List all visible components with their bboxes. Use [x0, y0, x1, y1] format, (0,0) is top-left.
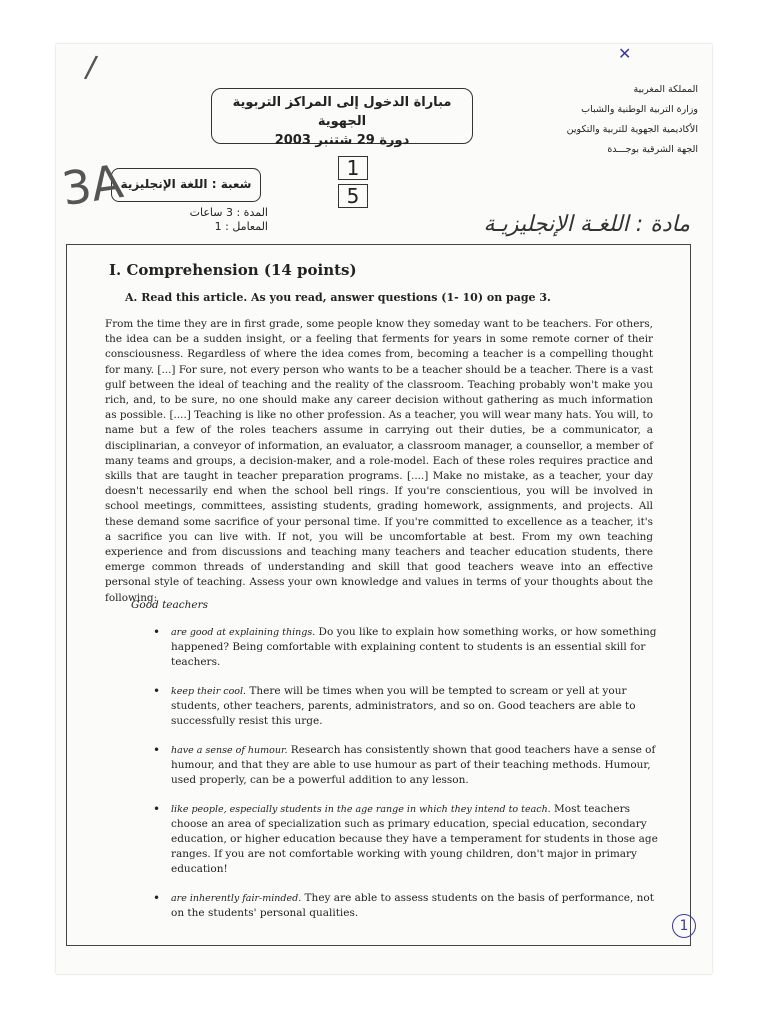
ministry-line: الجهة الشرقية بوجـــدة: [607, 144, 698, 155]
exam-title-box: [211, 88, 473, 148]
page-counter: [338, 156, 368, 206]
coefficient: المعامل : 1: [214, 220, 268, 233]
pen-stroke-icon: /: [83, 49, 100, 86]
list-item: [171, 802, 659, 877]
list-item: [171, 684, 659, 729]
ministry-header: [528, 80, 698, 160]
subject-title: مادة : اللغـة الإنجليزيـة: [483, 212, 690, 237]
good-teachers-list: [171, 625, 659, 935]
bullet-lead: keep their cool.: [171, 686, 247, 697]
bullet-lead: are good at explaining things.: [171, 627, 316, 638]
page-number: 1: [338, 156, 368, 180]
ministry-line: وزارة التربية الوطنية والشباب: [581, 104, 698, 115]
bullet-text: Research has consistently shown that good teachers have a sense of humour, and that they are able to use humour as part of their teaching methods. Humour, used properly, can be a powerful addition to any lesson.: [171, 744, 656, 786]
bullet-text: There will be times when you will be tempted to scream or yell at your students, other teachers, parents, administrators, and so on. Good teachers are able to successfully resist this urge.: [171, 685, 636, 727]
page-total: 5: [338, 184, 368, 208]
exam-session: دورة 29 شتنبر 2003: [274, 133, 410, 148]
handwritten-mark: 3A: [58, 154, 127, 216]
bullet-text: Do you like to explain how something works, or how something happened? Being comfortable with explaining content to students is an essential skill for teachers.: [171, 626, 657, 668]
scribble-icon: ✕: [618, 44, 632, 63]
list-item: [171, 743, 659, 788]
comprehension-frame: [66, 244, 691, 946]
list-item: [171, 625, 659, 670]
bullet-lead: like people, especially students in the age range in which they intend to teach.: [171, 804, 551, 815]
exam-title: مباراة الدخول إلى المراكز التربوية الجهوية: [232, 95, 452, 129]
bullet-text: Most teachers choose an area of specialization such as primary education, special education, secondary education, or higher education because they have a temperament for students in those age ranges. If you are not comfortable working with young children, don't major in primary education!: [171, 803, 658, 875]
bullet-lead: are inherently fair-minded.: [171, 893, 302, 904]
bullet-text: They are able to assess students on the basis of performance, not on the students' personal qualities.: [171, 892, 654, 919]
bullet-lead: have a sense of humour.: [171, 745, 288, 756]
exam-page: [56, 44, 712, 974]
article-paragraph: From the time they are in first grade, some people know they someday want to be teachers. For others, the idea can be a sudden insight, or a feeling that ferments for years in some remote corner of their consciousness. Regardless of where the idea comes from, becoming a teacher is a compelling thought for many. [...] For sure, not every person who wants to be a teacher should be a teacher. There is a vast gulf between the ideal of teaching and the reality of the classroom. Teaching probably won't make you rich, and, to be sure, no one should make any career decision without gathering as much information as possible. [....] Teaching is like no other profession. As a teacher, you will wear many hats. You will, to name but a few of the roles teachers assume in carrying out their duties, be a communicator, a disciplinarian, a conveyor of information, an evaluator, a classroom manager, a counsellor, a member of many teams and groups, a decision-maker, and a role-model. Each of these roles requires practice and skills that are taught in teacher preparation programs. [....] Make no mistake, as a teacher, your day doesn't necessarily end when the school bell rings. If you're conscientious, you will be involved in school meetings, committees, assisting students, grading homework, assignments, and projects. All these demand some sacrifice of your personal time. If you're committed to excellence as a teacher, it's a sacrifice you can live with. If not, you will be uncomfortable at best. From my own teaching experience and from discussions and teaching many teachers and teacher education students, there emerge common threads of understanding and skill that good teachers weave into an effective personal style of teaching. Assess your own knowledge and values in terms of your thoughts about the following:: [105, 318, 653, 604]
list-title: Good teachers: [131, 599, 209, 611]
section-title: I. Comprehension (14 points): [109, 261, 357, 279]
ministry-line: المملكة المغربية: [633, 84, 698, 95]
duration: المدة : 3 ساعات: [189, 206, 268, 219]
duration-block: [176, 206, 268, 234]
ministry-line: الأكاديمية الجهوية للتربية والتكوين: [566, 124, 698, 135]
list-item: [171, 891, 659, 921]
section-instruction: A. Read this article. As you read, answer questions (1- 10) on page 3.: [125, 291, 551, 304]
circled-number: 1: [672, 914, 696, 938]
branch-label: شعبة : اللغة الإنجليزية: [111, 168, 261, 202]
